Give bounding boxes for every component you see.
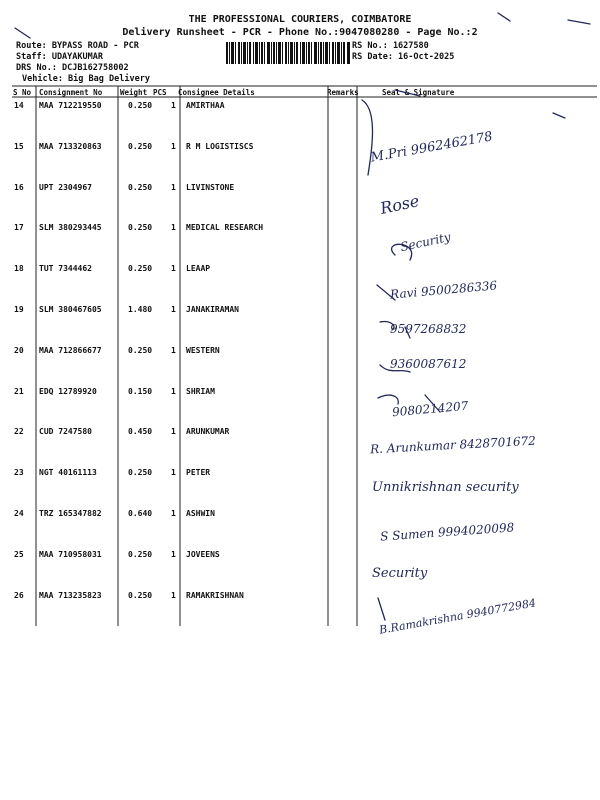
row-consignment-no: MAA 712866677 bbox=[39, 346, 102, 355]
row-pcs: 1 bbox=[171, 142, 176, 151]
row-weight: 1.480 bbox=[128, 305, 153, 314]
row-consignment-no: MAA 713235823 bbox=[39, 591, 102, 600]
row-sno: 14 bbox=[14, 101, 24, 110]
row-pcs: 1 bbox=[171, 550, 176, 559]
header-sno: S No bbox=[13, 88, 32, 97]
row-sno: 22 bbox=[14, 427, 24, 436]
row-consignee: PETER bbox=[186, 468, 211, 477]
signature-20: 9360087612 bbox=[390, 357, 467, 371]
row-sno: 23 bbox=[14, 468, 24, 477]
row-consignee: MEDICAL RESEARCH bbox=[186, 223, 264, 232]
signature-21: 9080214207 bbox=[391, 398, 469, 420]
row-pcs: 1 bbox=[171, 223, 176, 232]
row-pcs: 1 bbox=[171, 509, 176, 518]
rs-number: RS No.: 1627580 bbox=[352, 41, 429, 51]
row-sno: 25 bbox=[14, 550, 24, 559]
row-pcs: 1 bbox=[171, 427, 176, 436]
row-weight: 0.250 bbox=[128, 223, 153, 232]
signature-24: S Sumen 9994020098 bbox=[379, 520, 515, 544]
row-sno: 19 bbox=[14, 305, 24, 314]
row-weight: 0.250 bbox=[128, 346, 153, 355]
row-weight: 0.250 bbox=[128, 264, 153, 273]
header-weight: Weight bbox=[120, 88, 148, 97]
row-consignment-no: NGT 40161113 bbox=[39, 468, 97, 477]
row-consignee: SHRIAM bbox=[186, 387, 215, 396]
row-pcs: 1 bbox=[171, 183, 176, 192]
row-consignment-no: UPT 2304967 bbox=[39, 183, 92, 192]
row-consignee: R M LOGISTISCS bbox=[186, 142, 254, 151]
staff-label: Staff: UDAYAKUMAR bbox=[16, 52, 103, 62]
row-consignment-no: SLM 380467605 bbox=[39, 305, 102, 314]
signature-17: Security bbox=[399, 229, 452, 255]
row-sno: 15 bbox=[14, 142, 24, 151]
row-sno: 18 bbox=[14, 264, 24, 273]
row-weight: 0.250 bbox=[128, 591, 153, 600]
row-consignment-no: EDQ 12789920 bbox=[39, 387, 97, 396]
row-sno: 21 bbox=[14, 387, 24, 396]
header-pcs: PCS bbox=[153, 88, 167, 97]
signature-25: Security bbox=[372, 566, 428, 581]
row-pcs: 1 bbox=[171, 101, 176, 110]
row-weight: 0.250 bbox=[128, 101, 153, 110]
header-signature: Seal & Signature bbox=[382, 88, 455, 97]
row-consignee: ARUNKUMAR bbox=[186, 427, 230, 436]
row-weight: 0.250 bbox=[128, 183, 153, 192]
signature-16: Rose bbox=[378, 191, 421, 218]
row-consignment-no: MAA 713320863 bbox=[39, 142, 102, 151]
row-consignee: LIVINSTONE bbox=[186, 183, 235, 192]
signature-15: M.Pri 9962462178 bbox=[369, 129, 494, 166]
drs-label: DRS No.: DCJB162758002 bbox=[16, 63, 129, 73]
row-weight: 0.250 bbox=[128, 550, 153, 559]
row-weight: 0.250 bbox=[128, 468, 153, 477]
signature-19: 9597268832 bbox=[390, 322, 467, 336]
row-sno: 16 bbox=[14, 183, 24, 192]
row-consignee: AMIRTHAA bbox=[186, 101, 225, 110]
row-pcs: 1 bbox=[171, 346, 176, 355]
row-consignee: ASHWIN bbox=[186, 509, 215, 518]
row-consignment-no: CUD 7247580 bbox=[39, 427, 92, 436]
vehicle-label: Vehicle: Big Bag Delivery bbox=[22, 74, 150, 84]
row-consignment-no: MAA 710958031 bbox=[39, 550, 102, 559]
row-consignee: LEAAP bbox=[186, 264, 211, 273]
route-label: Route: BYPASS ROAD - PCR bbox=[16, 41, 139, 51]
row-consignment-no: TUT 7344462 bbox=[39, 264, 92, 273]
row-consignee: JOVEENS bbox=[186, 550, 220, 559]
row-weight: 0.640 bbox=[128, 509, 153, 518]
row-pcs: 1 bbox=[171, 305, 176, 314]
row-sno: 24 bbox=[14, 509, 24, 518]
row-weight: 0.450 bbox=[128, 427, 153, 436]
header-consignment: Consignment No bbox=[39, 88, 103, 97]
row-pcs: 1 bbox=[171, 264, 176, 273]
row-consignment-no: MAA 712219550 bbox=[39, 101, 102, 110]
row-pcs: 1 bbox=[171, 468, 176, 477]
row-consignee: RAMAKRISHNAN bbox=[186, 591, 244, 600]
row-weight: 0.250 bbox=[128, 142, 153, 151]
rs-date: RS Date: 16-Oct-2025 bbox=[352, 52, 455, 62]
row-pcs: 1 bbox=[171, 387, 176, 396]
row-pcs: 1 bbox=[171, 591, 176, 600]
row-sno: 17 bbox=[14, 223, 24, 232]
row-sno: 26 bbox=[14, 591, 24, 600]
signature-18: Ravi 9500286336 bbox=[389, 278, 498, 302]
header-consignee: Consignee Details bbox=[178, 88, 255, 97]
row-sno: 20 bbox=[14, 346, 24, 355]
row-consignment-no: TRZ 165347882 bbox=[39, 509, 102, 518]
row-consignment-no: SLM 380293445 bbox=[39, 223, 102, 232]
runsheet-subtitle: Delivery Runsheet - PCR - Phone No.:9047080280 - Page No.:2 bbox=[122, 27, 478, 38]
company-title: THE PROFESSIONAL COURIERS, COIMBATORE bbox=[188, 14, 412, 25]
row-consignee: WESTERN bbox=[186, 346, 220, 355]
signature-23: Unnikrishnan security bbox=[372, 480, 519, 495]
header-remarks: Remarks bbox=[327, 88, 359, 97]
row-consignee: JANAKIRAMAN bbox=[186, 305, 239, 314]
signature-26: B.Ramakrishna 9940772984 bbox=[378, 596, 537, 637]
signature-22: R. Arunkumar 8428701672 bbox=[369, 433, 537, 457]
row-weight: 0.150 bbox=[128, 387, 153, 396]
